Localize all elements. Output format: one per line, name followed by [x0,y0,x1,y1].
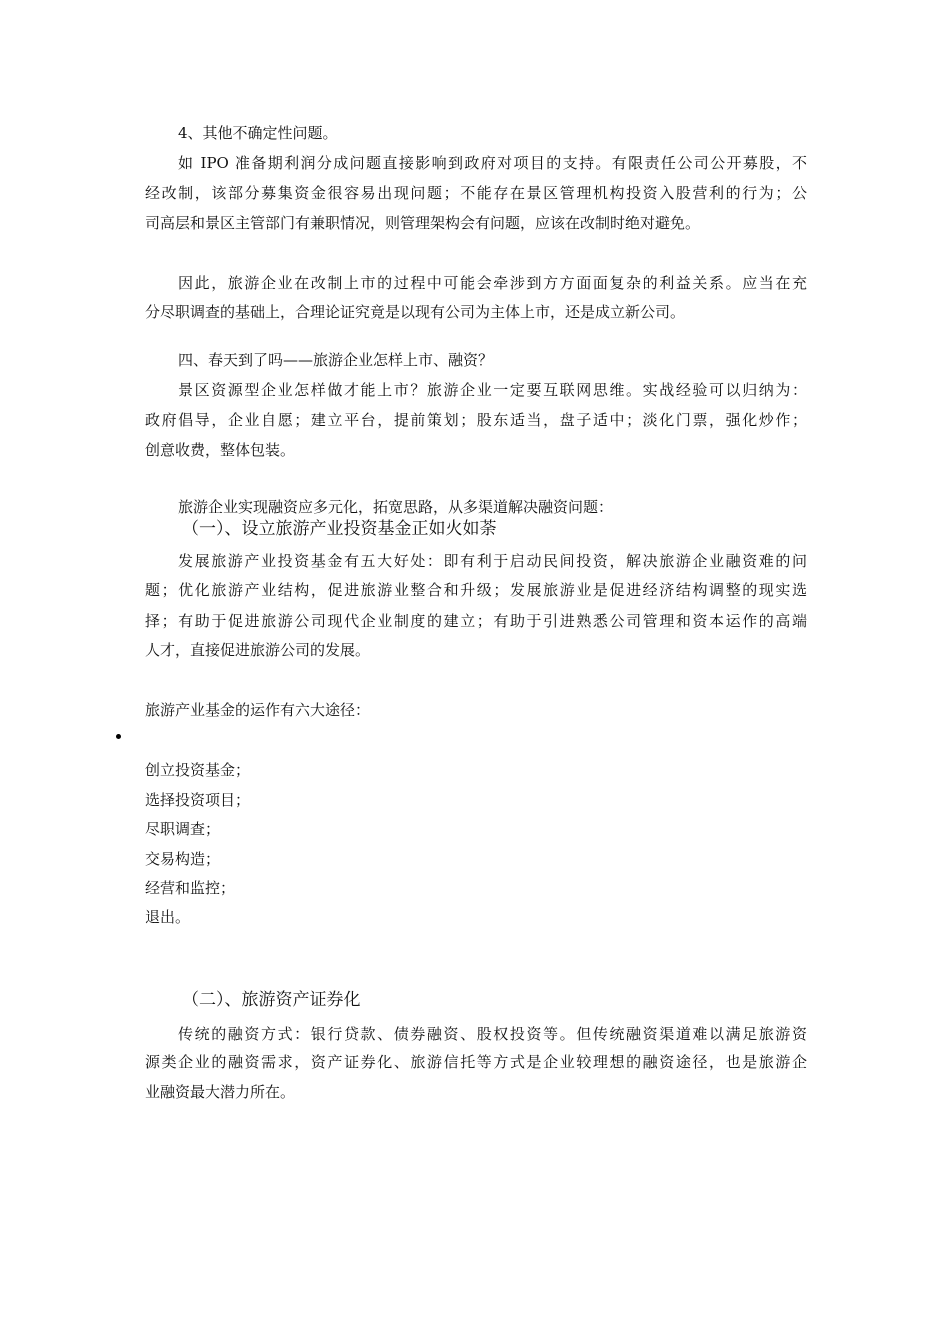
paragraph-line: 择；有助于促进旅游公司现代企业制度的建立；有助于引进熟悉公司管理和资本运作的高端 [145,612,807,630]
list-item: 经营和监控； [145,879,236,897]
paragraph-line: 人才，直接促进旅游公司的发展。 [145,641,371,659]
subsection-one-heading: （一）、设立旅游产业投资基金正如火如荼 [182,519,497,539]
subsection-two-heading: （二）、旅游资产证券化 [182,990,361,1010]
paragraph-line: 传统的融资方式：银行贷款、债券融资、股权投资等。但传统融资渠道难以满足旅游资 [178,1025,807,1043]
paragraph-line: 题；优化旅游产业结构，促进旅游业整合和升级；发展旅游业是促进经济结构调整的现实选 [145,581,807,599]
list-item: 交易构造； [145,850,221,868]
list-item: 退出。 [145,908,191,926]
paragraph-line: 因此，旅游企业在改制上市的过程中可能会牵涉到方方面面复杂的利益关系。应当在充 [178,274,807,292]
paragraph-line: 分尽职调查的基础上，合理论证究竟是以现有公司为主体上市，还是成立新公司。 [145,303,686,321]
paragraph-line: 经改制，该部分募集资金很容易出现问题；不能存在景区管理机构投资入股营利的行为；公 [145,184,807,202]
financing-intro: 旅游企业实现融资应多元化，拓宽思路，从多渠道解决融资问题： [178,498,614,516]
paragraph-line: 业融资最大潜力所在。 [145,1083,296,1101]
list-item: 创立投资基金； [145,761,251,779]
section-4-heading: 4、其他不确定性问题。 [178,124,338,142]
paragraph-line: 如 IPO 准备期利润分成问题直接影响到政府对项目的支持。有限责任公司公开募股，不 [178,154,807,172]
list-item: 尽职调查； [145,820,221,838]
paragraph-line: 创意收费，整体包装。 [145,441,296,459]
list-item: 选择投资项目； [145,791,251,809]
paragraph-line: 发展旅游产业投资基金有五大好处：即有利于启动民间投资，解决旅游企业融资难的问 [178,552,807,570]
paragraph-line: 政府倡导，企业自愿；建立平台，提前策划；股东适当，盘子适中；淡化门票，强化炒作； [145,411,807,429]
paragraph-line: 司高层和景区主管部门有兼职情况，则管理架构会有问题，应该在改制时绝对避免。 [145,214,701,232]
paragraph-line: 源类企业的融资需求，资产证券化、旅游信托等方式是企业较理想的融资途径，也是旅游企 [145,1053,807,1071]
section-four-heading: 四、春天到了吗——旅游企业怎样上市、融资？ [178,351,494,369]
paragraph-line: 景区资源型企业怎样做才能上市？旅游企业一定要互联网思维。实战经验可以归纳为： [178,381,807,399]
bullet-dot [116,734,121,739]
fund-ops-intro: 旅游产业基金的运作有六大途径： [145,701,371,719]
